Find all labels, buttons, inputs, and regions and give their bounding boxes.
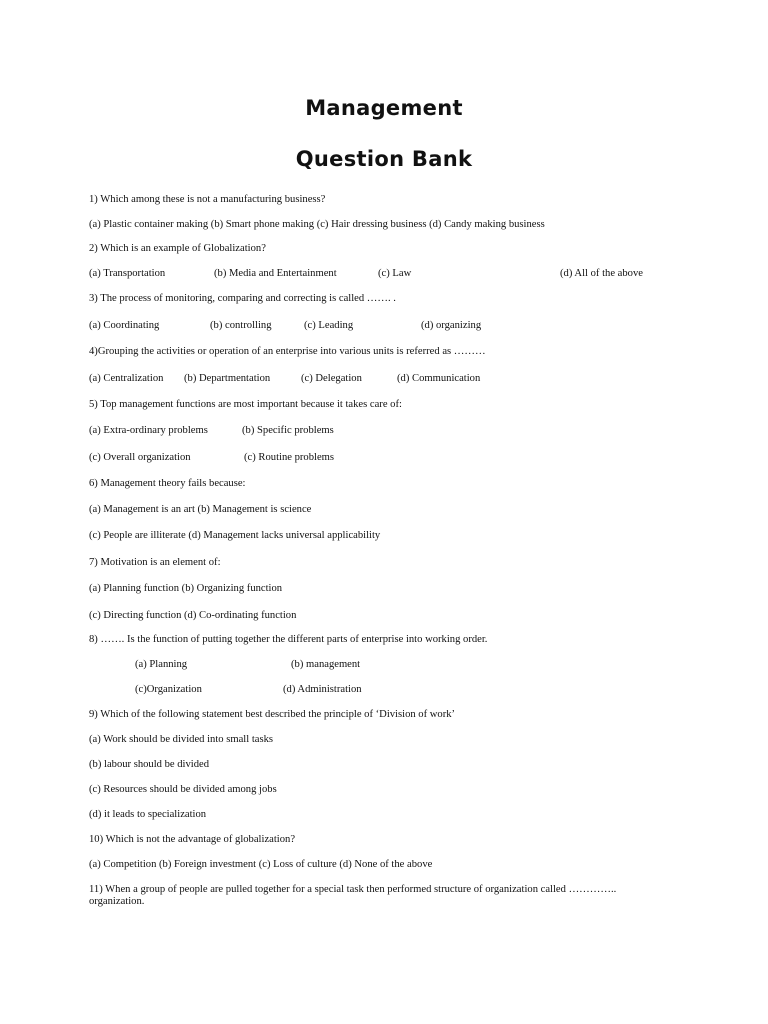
question-9-option-a: (a) Work should be divided into small tasks: [89, 734, 274, 745]
question-10: 10) Which is not the advantage of globalization?: [89, 834, 296, 845]
question-3-option-c: (c) Leading: [304, 320, 354, 331]
page-title: Management: [305, 96, 463, 120]
question-7-options-cd: (c) Directing function (d) Co-ordinating function: [89, 610, 297, 621]
question-5-option-c: (c) Overall organization: [89, 452, 191, 463]
question-4-option-d: (d) Communication: [397, 373, 481, 384]
question-8-option-c: (c)Organization: [135, 684, 202, 695]
question-3-option-d: (d) organizing: [421, 320, 482, 331]
question-4-option-c: (c) Delegation: [301, 373, 362, 384]
question-5-option-b: (b) Specific problems: [242, 425, 334, 436]
question-9: 9) Which of the following statement best described the principle of ‘Division of work’: [89, 709, 456, 720]
question-6-options-cd: (c) People are illiterate (d) Management lacks universal applicability: [89, 530, 381, 541]
page-subtitle: Question Bank: [295, 147, 473, 171]
question-8-option-d: (d) Administration: [283, 684, 362, 695]
question-7: 7) Motivation is an element of:: [89, 557, 221, 568]
question-2-option-b: (b) Media and Entertainment: [214, 268, 337, 279]
question-3: 3) The process of monitoring, comparing and correcting is called ……. .: [89, 293, 396, 304]
question-9-option-c: (c) Resources should be divided among jobs: [89, 784, 277, 795]
question-8-option-b: (b) management: [291, 659, 361, 670]
question-2: 2) Which is an example of Globalization?: [89, 243, 266, 254]
question-2-option-c: (c) Law: [378, 268, 412, 279]
question-1-options: (a) Plastic container making (b) Smart phone making (c) Hair dressing business (d) Candy making business: [89, 219, 545, 230]
question-4: 4)Grouping the activities or operation of an enterprise into various units is referred as ………: [89, 346, 486, 357]
question-9-option-b: (b) labour should be divided: [89, 759, 210, 770]
question-3-option-a: (a) Coordinating: [89, 320, 160, 331]
question-6: 6) Management theory fails because:: [89, 478, 246, 489]
question-2-option-d: (d) All of the above: [560, 268, 643, 279]
question-1: 1) Which among these is not a manufacturing business?: [89, 194, 326, 205]
question-11: 11) When a group of people are pulled together for a special task then performed structure of organization called ………….. organization.: [89, 884, 617, 907]
question-5-option-a: (a) Extra-ordinary problems: [89, 425, 208, 436]
question-5-option-d: (c) Routine problems: [244, 452, 335, 463]
question-2-option-a: (a) Transportation: [89, 268, 166, 279]
question-10-options: (a) Competition (b) Foreign investment (c) Loss of culture (d) None of the above: [89, 859, 433, 870]
question-5: 5) Top management functions are most important because it takes care of:: [89, 399, 402, 410]
question-7-options-ab: (a) Planning function (b) Organizing function: [89, 583, 283, 594]
question-4-option-b: (b) Departmentation: [184, 373, 271, 384]
question-6-options-ab: (a) Management is an art (b) Management is science: [89, 504, 312, 515]
question-3-option-b: (b) controlling: [210, 320, 272, 331]
question-8-option-a: (a) Planning: [135, 659, 188, 670]
question-8: 8) ……. Is the function of putting together the different parts of enterprise into working order.: [89, 634, 488, 645]
question-4-option-a: (a) Centralization: [89, 373, 164, 384]
question-9-option-d: (d) it leads to specialization: [89, 809, 207, 820]
